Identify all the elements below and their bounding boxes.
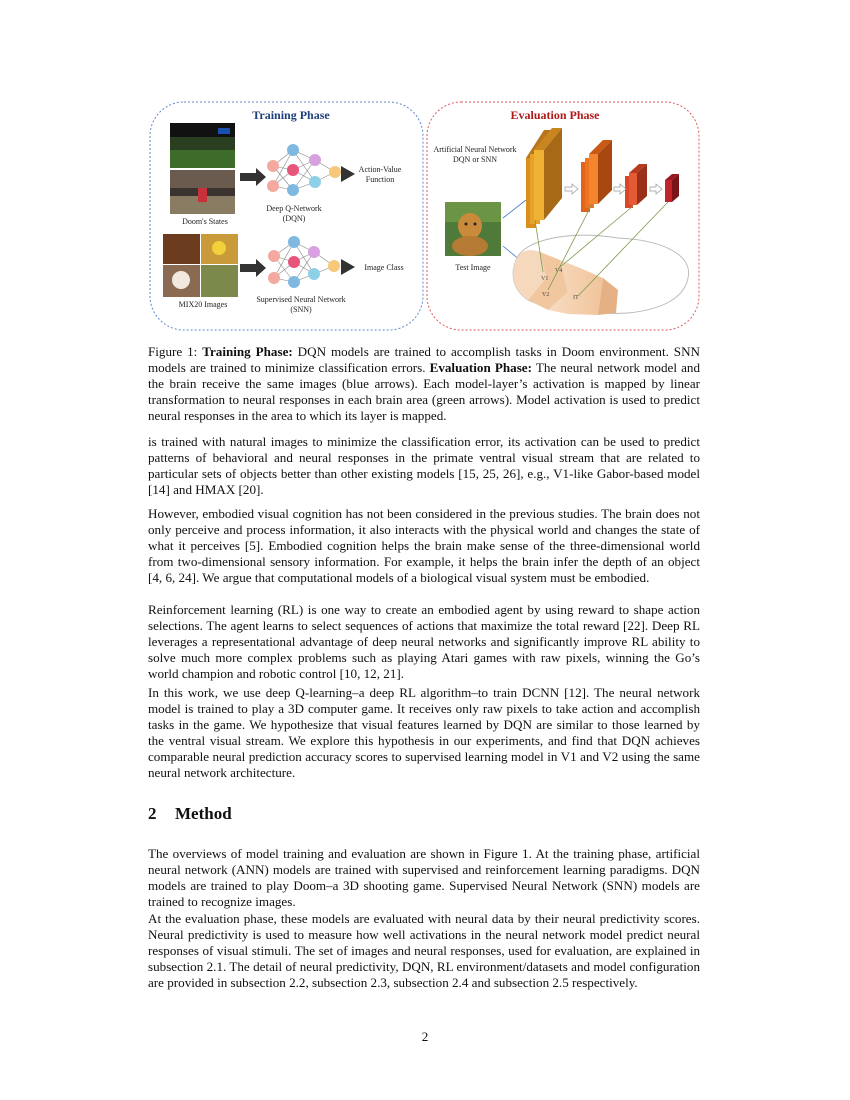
section-title-text: Method (175, 804, 232, 823)
caption-prefix: Figure 1: (148, 344, 203, 359)
mix20-images (163, 234, 238, 297)
paragraph-5: The overviews of model training and evaluation are shown in Figure 1. At the training phase, artificial neural network (ANN) models are trained with supervised and reinforcement learning paradigms. DQN models are trained to play Doom–a 3D shooting game. Supervised Neural Network (SNN) models are trained to recognize images. (148, 846, 700, 909)
figure-1 (148, 100, 701, 332)
evaluation-title: Evaluation Phase (510, 108, 600, 122)
test-image-label: Test Image (455, 263, 491, 272)
snn-label-1: Supervised Neural Network (256, 295, 346, 304)
layer-arrow-1 (565, 184, 578, 194)
brain-area-it: IT (573, 295, 579, 301)
layer-stack-3 (625, 164, 647, 208)
doom-state-image-2 (170, 170, 235, 214)
section-heading (148, 804, 232, 824)
ann-label-2: DQN or SNN (453, 155, 497, 164)
ann-label-1: Artificial Neural Network (433, 145, 517, 154)
caption-evaluation-text: The neural network model and the brain receive the same images (blue arrows). Each model-layer’s activation is mapped by linear transformation to neural responses in each brain area (green arrows). Model activation is used to predict neural responses in the area to which its layer is mapped. (148, 360, 700, 423)
layer-arrow-2 (614, 184, 626, 194)
caption-evaluation-bold: Evaluation Phase: (429, 360, 532, 375)
dqn-network-diagram (267, 144, 341, 196)
test-image (445, 202, 501, 256)
layer-stack-4 (665, 174, 679, 202)
paragraph-6: At the evaluation phase, these models are evaluated with neural data by their neural predictivity scores. Neural predictivity is used to measure how well activations in the neural network model predict neural responses of visual stimuli. The set of images and neural responses, used for evaluation, are explained in subsection 2.1. The detail of neural predictivity, DQN, RL environment/datasets and model configuration are provided in subsection 2.2, subsection 2.3, subsection 2.4 and subsection 2.5 respectively. (148, 911, 700, 990)
image-to-model-arrow (503, 200, 526, 218)
paragraph-2: However, embodied visual cognition has not been considered in the previous studies. The brain does not only perceive and process information, it also interacts with the physical world and changes the state of what it perceives [5]. Embodied cognition helps the brain make sense of the three-dimensional world from two-dimensional sensory information. For example, it helps the brain infer the depth of an object [4, 6, 24]. We argue that computational models of a biological visual system must be embodied. (148, 506, 700, 585)
brain-area-v1: V1 (541, 276, 549, 282)
brain-area-v4: V4 (555, 268, 563, 274)
input-arrow-snn (240, 259, 266, 277)
dqn-label-2: (DQN) (282, 214, 306, 223)
action-value-label-2: Function (365, 175, 395, 184)
figure-caption (148, 344, 700, 424)
paragraph-4: In this work, we use deep Q-learning–a deep RL algorithm–to train DCNN [12]. The neural network model is trained to play a 3D computer game. It receives only raw pixels to take action and accomplish tasks in the game. We hypothesize that visual features learned by DQN are similar to those learned by the ventral visual stream. We explore this hypothesis in our experiments, and find that DQN achieves comparable neural prediction accuracy scores to supervised learning model in V1 and V2 using the same neural network architecture. (148, 685, 700, 780)
dqn-label-1: Deep Q-Network (266, 204, 322, 213)
layer-stack-1 (526, 128, 562, 228)
page-number: 2 (421, 1029, 429, 1044)
mix20-label: MIX20 Images (178, 300, 228, 309)
paragraph-3: Reinforcement learning (RL) is one way to create an embodied agent by using reward to shape action selections. The agent learns to select sequences of actions that maximize the total reward [22]. Deep RL leverages a representational advantage of deep neural networks and significantly improve RL ability to solve much more complex problems such as playing Atari games with raw pixels, winning the Go’s world champion and robotic control [10, 12, 21]. (148, 602, 700, 681)
input-arrow-dqn (240, 168, 266, 186)
caption-training-bold: Training Phase: (202, 344, 293, 359)
image-class-label: Image Class (364, 263, 404, 272)
section-number: 2 (148, 804, 157, 823)
evaluation-panel (427, 102, 699, 330)
layer-stack-2 (581, 140, 612, 212)
dooms-states-label: Doom's States (182, 217, 228, 226)
layer-arrow-3 (650, 184, 662, 194)
action-value-label-1: Action-Value (358, 165, 402, 174)
snn-label-2: (SNN) (290, 305, 312, 314)
doom-state-image-1 (170, 123, 235, 168)
brain-area-v2: V2 (542, 292, 550, 298)
training-title: Training Phase (252, 108, 330, 122)
paragraph-1: is trained with natural images to minimize the classification error, its activation can be used to predict patterns of behavioral and neural responses in the primate ventral visual stream that are related to particular sets of objects better than other existing models [15, 25, 26], e.g., V1-like Gabor-based model [14] and HMAX [20]. (148, 434, 700, 497)
snn-network-diagram (268, 236, 340, 288)
training-panel (150, 102, 423, 330)
caption-training-text: DQN models are trained to accomplish tasks in Doom environment. SNN models are trained to minimize classification errors. (148, 344, 700, 375)
